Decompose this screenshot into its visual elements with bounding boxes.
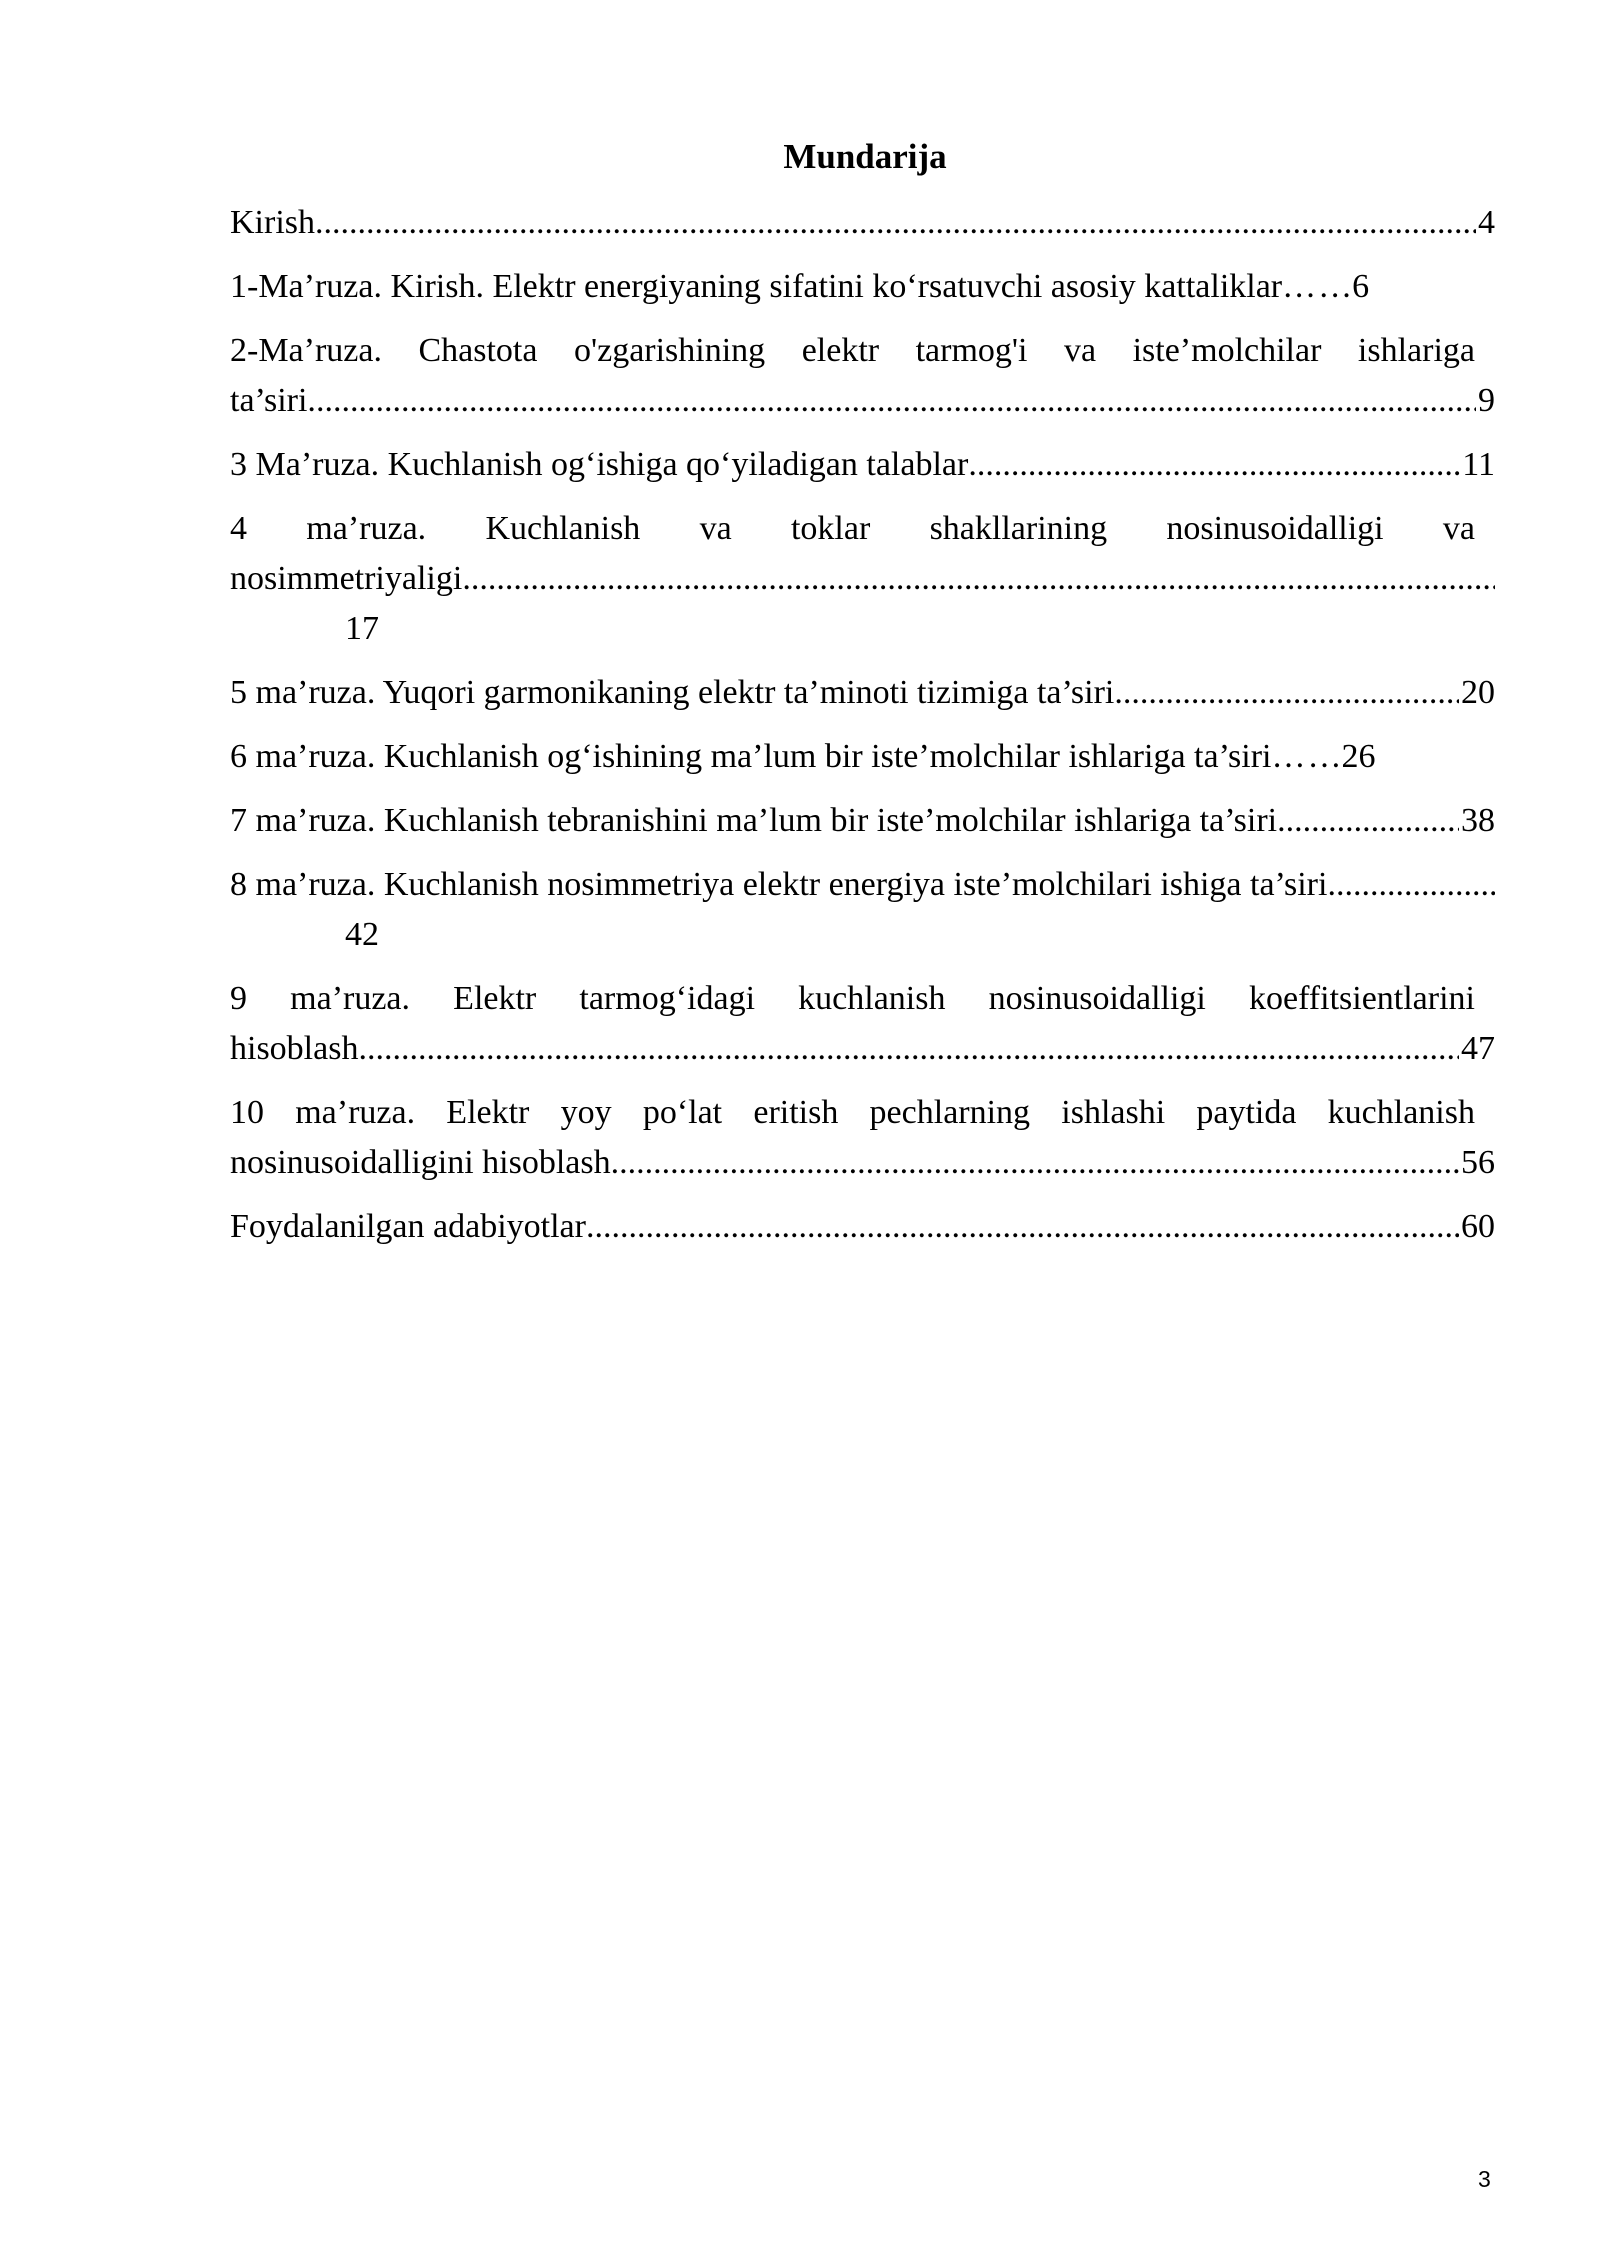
toc-line: [230, 1202, 1495, 1252]
toc-page-number: 4: [1478, 204, 1495, 241]
toc-page-number: 20: [1461, 674, 1495, 711]
toc-entry-lecture-9[interactable]: [230, 974, 1495, 1074]
toc-entry-lecture-3[interactable]: [230, 440, 1495, 490]
toc-line: [230, 440, 1495, 490]
toc-page-number: 56: [1461, 1144, 1495, 1181]
toc-page-number: 42: [345, 916, 379, 953]
page-number: 3: [1478, 2166, 1491, 2192]
toc-entry-title: nosimmetriyaligi: [230, 560, 463, 597]
toc-entry-title-line1: 2-Ma’ruza. Chastota o'zgarishining elektr tarmog'i va iste’molchilar ishlariga: [230, 332, 1475, 369]
toc-entry-lecture-6[interactable]: [230, 732, 1495, 782]
toc-page-number: 11: [1462, 446, 1495, 483]
toc-entry-title: 8 ma’ruza. Kuchlanish nosimmetriya elektr energiya iste’molchilari ishiga ta’siri: [230, 866, 1328, 903]
dot-leader: [1327, 860, 1495, 910]
toc-heading: Mundarija: [783, 137, 947, 176]
toc-entry-references[interactable]: [230, 1202, 1495, 1252]
toc-entry-title: Kirish: [230, 204, 315, 241]
toc-entry-lecture-2[interactable]: [230, 326, 1495, 426]
table-of-contents: [230, 198, 1495, 1266]
toc-line: [230, 796, 1495, 846]
toc-entry-title: 3 Ma’ruza. Kuchlanish og‘ishiga qo‘yiladigan talablar: [230, 446, 969, 483]
dot-leader: [462, 554, 1495, 604]
toc-entry-title: 5 ma’ruza. Yuqori garmonikaning elektr ta’minoti tizimiga ta’siri: [230, 674, 1115, 711]
toc-entry-lecture-10[interactable]: [230, 1088, 1495, 1188]
toc-entry-title: ta’siri.: [230, 382, 316, 419]
toc-line: [230, 668, 1495, 718]
toc-entry-lecture-7[interactable]: [230, 796, 1495, 846]
toc-page-number: 60: [1461, 1208, 1495, 1245]
toc-page-number: …6: [1318, 268, 1370, 305]
toc-line: [230, 732, 1495, 782]
toc-line: [230, 860, 1495, 910]
toc-entry-title: 7 ma’ruza. Kuchlanish tebranishini ma’lum bir iste’molchilar ishlariga ta’siri: [230, 802, 1278, 839]
dot-leader: [1114, 668, 1459, 718]
toc-entry-lecture-1[interactable]: [230, 262, 1495, 312]
dot-leader: [611, 1138, 1459, 1188]
toc-entry-title: 1-Ma’ruza. Kirish. Elektr energiyaning sifatini ko‘rsatuvchi asosiy kattaliklar…: [230, 268, 1317, 305]
toc-entry-lecture-5[interactable]: [230, 668, 1495, 718]
toc-line: [230, 198, 1495, 248]
toc-entry-kirish[interactable]: [230, 198, 1495, 248]
toc-entry-title: hisoblash: [230, 1030, 359, 1067]
toc-entry-lecture-4[interactable]: [230, 504, 1495, 654]
toc-page-number: …26: [1307, 738, 1376, 775]
dot-leader: [315, 198, 1476, 248]
toc-entry-title-line1: 10 ma’ruza. Elektr yoy po‘lat eritish pechlarning ishlashi paytida kuchlanish: [230, 1094, 1475, 1131]
toc-line: [230, 376, 1495, 426]
toc-entry-title-line1: 4 ma’ruza. Kuchlanish va toklar shakllarining nosinusoidalligi va: [230, 510, 1475, 547]
dot-leader: [358, 1024, 1459, 1074]
dot-leader: [316, 376, 1476, 426]
toc-line: [230, 262, 1495, 312]
toc-line: [230, 1138, 1495, 1188]
toc-page-number: 47: [1461, 1030, 1495, 1067]
toc-entry-title-line1: 9 ma’ruza. Elektr tarmog‘idagi kuchlanish nosinusoidalligi koeffitsientlarini: [230, 980, 1475, 1017]
dot-leader: [1277, 796, 1459, 846]
dot-leader: [968, 440, 1460, 490]
toc-page-number: 38: [1461, 802, 1495, 839]
toc-page-number: 9: [1478, 382, 1495, 419]
toc-entry-title: 6 ma’ruza. Kuchlanish og‘ishining ma’lum bir iste’molchilar ishlariga ta’siri…: [230, 738, 1306, 775]
toc-entry-lecture-8[interactable]: [230, 860, 1495, 960]
toc-page-number: 17: [345, 610, 379, 647]
toc-line: [230, 554, 1495, 604]
toc-entry-title: Foydalanilgan adabiyotlar: [230, 1208, 586, 1245]
dot-leader: [586, 1202, 1459, 1252]
toc-line: [230, 1024, 1495, 1074]
toc-entry-title: nosinusoidalligini hisoblash: [230, 1144, 611, 1181]
